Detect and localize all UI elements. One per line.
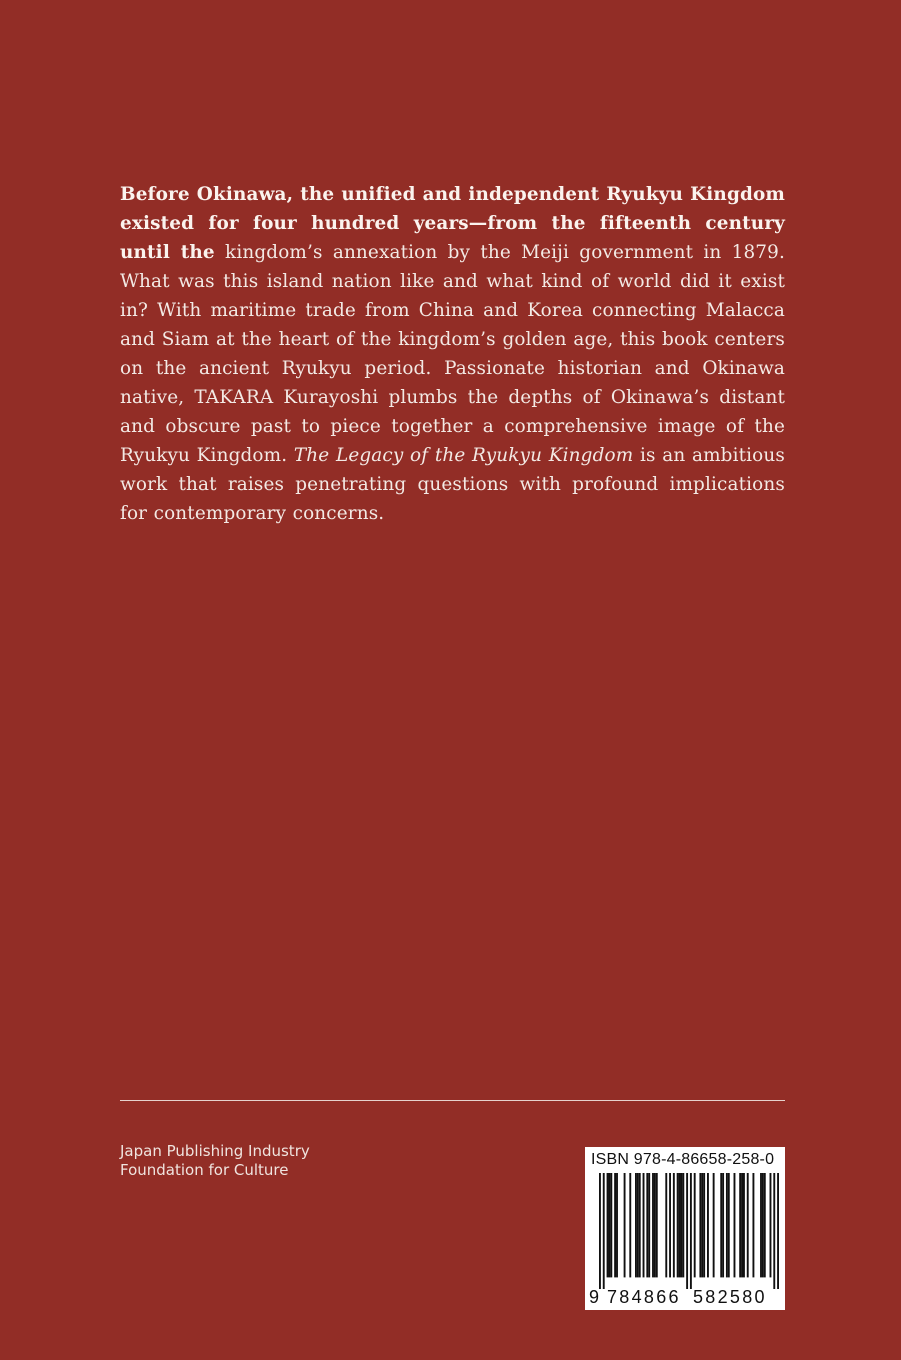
barcode-bar (677, 1173, 679, 1277)
barcode-guard-bar (777, 1173, 779, 1289)
blurb-paragraph (120, 180, 785, 528)
book-title-italic: The Legacy of the Ryukyu Kingdom (293, 445, 634, 466)
barcode-bar (739, 1173, 741, 1277)
blurb-body-part-2: is an ambitious work that raises penetrating questions with profound implications for contemporary concerns. (120, 445, 785, 524)
barcode-bar (701, 1173, 703, 1277)
barcode-bar (652, 1173, 654, 1277)
barcode-guard-bar (690, 1173, 692, 1289)
barcode-bar (741, 1173, 743, 1277)
barcode-bar (734, 1173, 736, 1277)
barcode-bar (747, 1173, 749, 1277)
barcode-bar (682, 1173, 684, 1277)
barcode-guard-bar (603, 1173, 605, 1289)
divider-rule (120, 1100, 785, 1101)
barcode-bar (665, 1173, 667, 1277)
barcode-bar (610, 1173, 612, 1277)
barcode-bars (599, 1173, 779, 1289)
barcode-bar (635, 1173, 637, 1277)
barcode-bar (616, 1173, 618, 1277)
barcode-digit-first: 9 (589, 1287, 600, 1307)
barcode-bar (722, 1173, 724, 1277)
barcode-bar (720, 1173, 722, 1277)
barcode-bar (639, 1173, 641, 1277)
barcode-bar (762, 1173, 764, 1277)
publisher-name (120, 1142, 310, 1180)
barcode-bar (637, 1173, 639, 1277)
publisher-line-1: Japan Publishing Industry (120, 1142, 310, 1160)
barcode-bar (726, 1173, 728, 1277)
barcode-bar (629, 1173, 631, 1277)
barcode-guard-bar (686, 1173, 688, 1289)
publisher-line-2: Foundation for Culture (120, 1161, 289, 1179)
barcode-bar (614, 1173, 616, 1277)
barcode-bar (624, 1173, 626, 1277)
barcode-bar (654, 1173, 656, 1277)
barcode-bar (764, 1173, 766, 1277)
barcode-bar (643, 1173, 645, 1277)
barcode-bar (699, 1173, 701, 1277)
barcode-bar (646, 1173, 648, 1277)
blurb-body-part-1: kingdom’s annexation by the Meiji government in 1879. What was this island nation like and what kind of world did it exist in? With maritime trade from China and Korea connecting Malacca and Siam at the heart of the kingdom’s golden age, this book centers on the ancient Ryukyu period. Passionate historian and Okinawa native, TAKARA Kurayoshi plumbs the depths of Okinawa’s distant and obscure past to piece together a comprehensive image of the Ryukyu Kingdom. (120, 242, 786, 466)
barcode-bar (760, 1173, 762, 1277)
barcode-bar (694, 1173, 696, 1277)
isbn-label: ISBN 978-4-86658-258-0 (591, 1151, 775, 1168)
blurb-lead: Before Okinawa, the unified and independent Ryukyu Kingdom existed for four hundred years—from the fifteenth century until the (120, 184, 785, 263)
barcode-digits-right: 582580 (693, 1287, 767, 1307)
barcode-bar (669, 1173, 671, 1277)
barcode-bar (656, 1173, 658, 1277)
barcode-bar (752, 1173, 754, 1277)
barcode-bar (728, 1173, 730, 1277)
barcode-bar (680, 1173, 682, 1277)
barcode-bar (648, 1173, 650, 1277)
isbn-barcode (585, 1147, 785, 1310)
barcode-bar (607, 1173, 609, 1277)
barcode-bar (673, 1173, 675, 1277)
barcode-guard-bar (599, 1173, 601, 1289)
barcode-bar (713, 1173, 715, 1277)
barcode-bar (608, 1173, 610, 1277)
barcode-bar (707, 1173, 709, 1277)
barcode-guard-bar (773, 1173, 775, 1289)
barcode-bar (679, 1173, 681, 1277)
barcode-bar (743, 1173, 745, 1277)
barcode-bar (703, 1173, 705, 1277)
barcode-bar (770, 1173, 772, 1277)
barcode-digits-left: 784866 (607, 1287, 681, 1307)
